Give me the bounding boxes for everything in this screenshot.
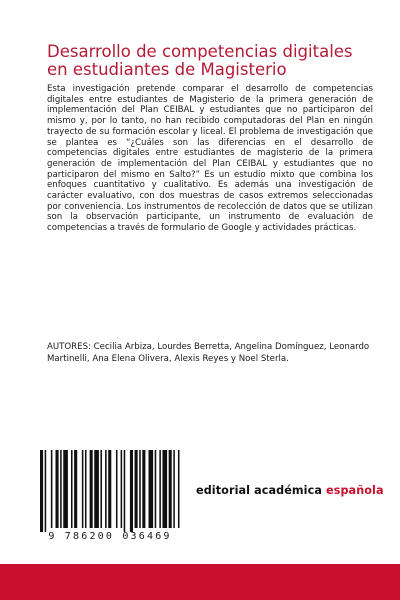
barcode-bar: [82, 450, 84, 528]
publisher-name-accent: española: [326, 484, 384, 497]
bottom-color-band: [0, 564, 400, 600]
barcode-bar: [56, 450, 59, 528]
barcode-bar: [159, 450, 161, 528]
barcode-bar: [94, 450, 99, 528]
barcode-bar: [90, 450, 93, 528]
barcode-bar: [135, 450, 138, 528]
barcode-bar: [162, 450, 167, 528]
book-abstract: Esta investigación pretende comparar el desarrollo de competencias digitales entre estudiantes de Magisterio de la primera generación de implementación del Plan CEIBAL y estudiantes que no participaron del mismo y, por lo tanto, no han recibido computadoras del Plan en ningún trayecto de su formación escolar y liceal. El problema de investigación que se plantea es “¿Cuáles son las diferencias en el desarrollo de competencias digitales entre estudiantes de magisterio de la primera generación de implementación del Plan CEIBAL y estudiantes que no participaron del mismo en Salto?” Es un estudio mixto que combina los enfoques cuantitativo y cualitativo. Es además una investigación de carácter evaluativo, con dos muestras de casos extremos seleccionadas por conveniencia. Los instrumentos de recolección de datos que se utilizan son la observación participante, un instrumento de evaluación de competencias a través de formulario de Google y actividades prácticas.: [47, 84, 373, 234]
barcode-bar: [155, 450, 157, 528]
barcode-bar: [74, 450, 77, 528]
barcode-bar: [142, 450, 145, 528]
authors-list: AUTORES: Cecilia Arbiza, Lourdes Berretta, Angelina Domínguez, Leonardo Martinelli, Ana Elena Olivera, Alexis Reyes y Noel Sterla.: [47, 342, 370, 364]
publisher-name: editorial académica: [196, 484, 326, 497]
barcode-digits: 9 786200 036469: [48, 531, 172, 542]
barcode-bar: [40, 450, 43, 532]
publisher-logo: [196, 484, 384, 497]
barcode-bar: [173, 450, 175, 528]
barcode-bar: [116, 450, 118, 528]
barcode-bar: [130, 450, 133, 532]
barcode-bar: [121, 450, 123, 528]
barcode-bar: [139, 450, 141, 528]
book-title: Desarrollo de competencias digitales en estudiantes de Magisterio: [47, 42, 353, 79]
barcode-bar: [71, 450, 73, 528]
barcode-bar: [60, 450, 62, 528]
barcode-bar: [108, 450, 111, 528]
barcode-bar: [63, 450, 68, 528]
barcode-bar: [178, 450, 180, 528]
barcode-bar: [85, 450, 87, 528]
barcode-bar: [51, 450, 53, 528]
barcode-bar: [105, 450, 107, 528]
barcode-bar: [124, 450, 126, 532]
barcode-bar: [149, 450, 154, 528]
barcode-bar: [45, 450, 47, 532]
barcode-bar: [169, 450, 172, 528]
barcode-bar: [100, 450, 102, 528]
barcode-bars: [34, 450, 186, 532]
barcode: [34, 450, 186, 550]
